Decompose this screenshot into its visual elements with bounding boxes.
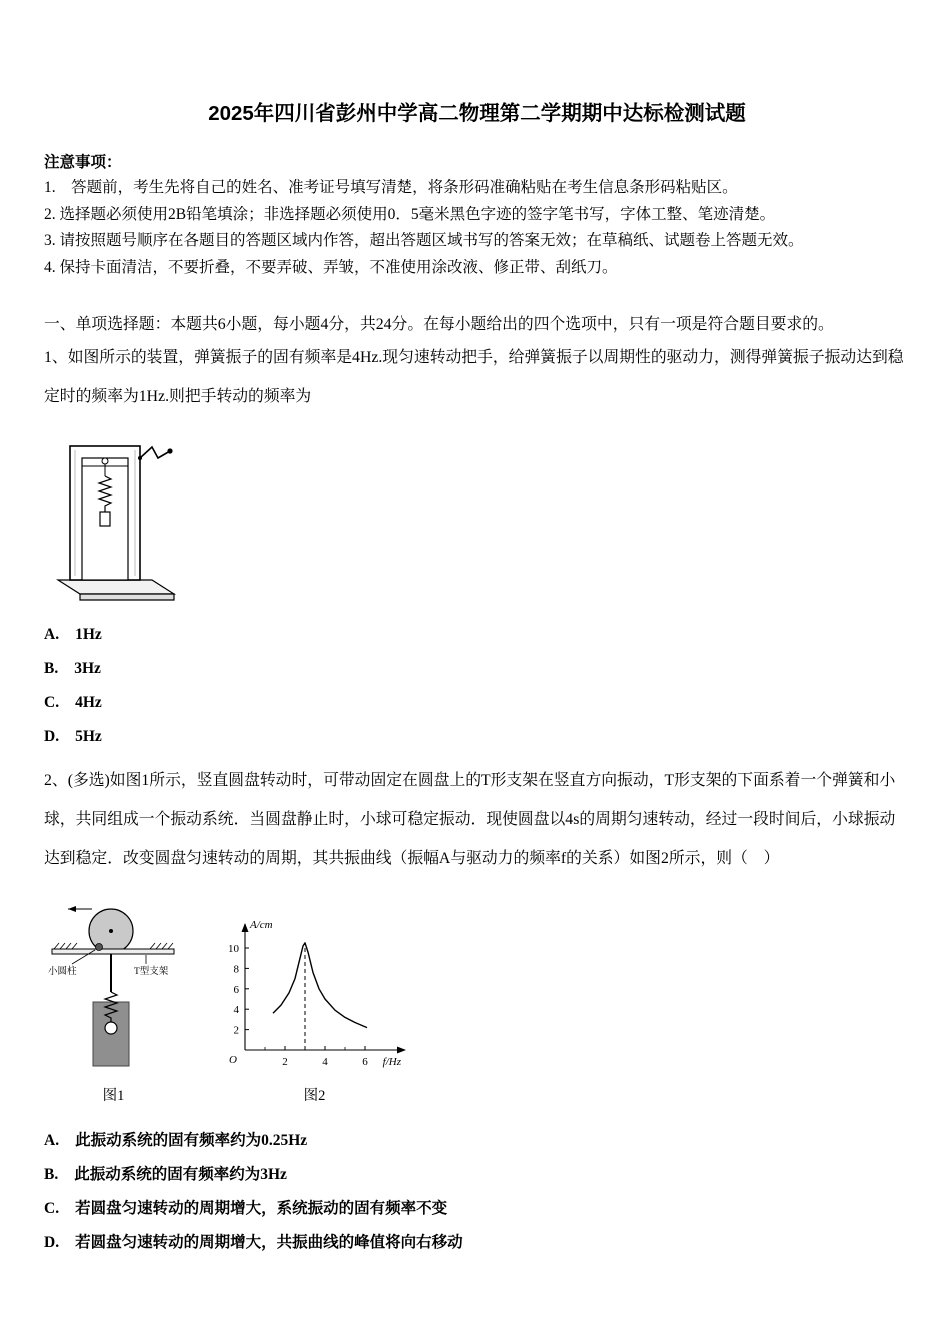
t-bracket-label: T型支架: [134, 967, 169, 977]
q2-figures: [46, 902, 910, 1105]
q1-device-figure: [54, 430, 910, 611]
option-text: 此振动系统的固有频率约为0.25Hz: [75, 1132, 308, 1149]
svg-text:6: 6: [233, 983, 239, 996]
figure2-caption: 图2: [303, 1088, 326, 1104]
notice-item: 1. 答题前，考生先将自己的姓名、准考证号填写清楚，将条形码准确粘贴在考生信息条形码粘贴区。: [44, 179, 738, 196]
notice-item: 2. 选择题必须使用2B铅笔填涂；非选择题必须使用0．5毫米黑色字迹的签字笔书写，字体工整、笔迹清楚。: [44, 205, 776, 223]
option-label: A.: [44, 626, 60, 643]
page-title: 2025年四川省彭州中学高二物理第二学期期中达标检测试题: [208, 102, 746, 125]
figure1-caption: 图1: [102, 1088, 125, 1104]
option-text: 5Hz: [75, 728, 102, 745]
q1-stem: 1、如图所示的装置，弹簧振子的固有频率是4Hz.现匀速转动把手，给弹簧振子以周期性的驱动力，测得弹簧振子振动达到稳定时的频率为1Hz.则把手转动的频率为: [44, 349, 904, 405]
notice-section: [44, 150, 910, 281]
q1-option-d: [44, 727, 910, 747]
option-label: B.: [44, 660, 59, 677]
q1-option-c: [44, 693, 910, 713]
q2-option-d: [44, 1233, 910, 1253]
option-label: A.: [44, 1132, 60, 1149]
svg-text:10: 10: [228, 943, 239, 955]
q2-options: [44, 1131, 910, 1253]
small-cylinder-label: 小圆柱: [48, 967, 77, 977]
notice-item: 3. 请按照题号顺序在各题目的答题区域内作答，超出答题区域书写的答案无效；在草稿纸、试题卷上答题无效。: [44, 232, 804, 249]
svg-text:6: 6: [362, 1056, 368, 1068]
svg-text:2: 2: [233, 1024, 239, 1037]
notice-heading: 注意事项：: [44, 154, 122, 171]
option-label: B.: [44, 1166, 59, 1183]
option-text: 此振动系统的固有频率约为3Hz: [74, 1166, 287, 1183]
q2-figure1: [46, 902, 181, 1105]
q1-option-a: [44, 625, 910, 645]
option-label: C.: [44, 694, 60, 711]
svg-text:4: 4: [233, 1004, 239, 1017]
q2-option-a: [44, 1131, 910, 1151]
q2-option-b: [44, 1165, 910, 1185]
option-text: 4Hz: [75, 694, 102, 711]
section1-heading: 一、单项选择题：本题共6小题，每小题4分，共24分。在每小题给出的四个选项中，只有一项是符合题目要求的。: [44, 316, 834, 333]
q2-figure2: [207, 912, 422, 1105]
option-text: 3Hz: [74, 660, 101, 677]
q2-stem: 2、(多选)如图1所示，竖直圆盘转动时，可带动固定在圆盘上的T形支架在竖直方向振动，T形支架的下面系着一个弹簧和小球，共同组成一个振动系统．当圆盘静止时，小球可稳定振动．现使圆盘以4s的周期匀速转动，经过一段时间后，小球振动达到稳定．改变圆盘匀速转动的周期，其共振曲线（振幅A与驱动力的频率f的关系）如图2所示，则（ ）: [44, 772, 896, 867]
option-text: 1Hz: [75, 626, 102, 643]
svg-text:2: 2: [282, 1056, 288, 1068]
crank-spring-device-illustration: [54, 430, 189, 606]
svg-text:f/Hz: f/Hz: [382, 1056, 401, 1068]
option-text: 若圆盘匀速转动的周期增大，系统振动的固有频率不变: [75, 1200, 448, 1217]
svg-text:O: O: [229, 1054, 237, 1066]
notice-item: 4. 保持卡面清洁，不要折叠，不要弄破、弄皱，不准使用涂改液、修正带、刮纸刀。: [44, 258, 618, 276]
q1-options: [44, 625, 910, 747]
option-label: D.: [44, 728, 60, 745]
q2-option-c: [44, 1199, 910, 1219]
option-text: 若圆盘匀速转动的周期增大，共振曲线的峰值将向右移动: [75, 1234, 463, 1251]
resonance-curve-chart: [207, 912, 422, 1080]
option-label: D.: [44, 1234, 60, 1251]
svg-text:8: 8: [233, 963, 239, 976]
q1-option-b: [44, 659, 910, 679]
option-label: C.: [44, 1200, 60, 1217]
disk-spring-system-illustration: [46, 902, 181, 1080]
svg-text:A/cm: A/cm: [250, 919, 273, 931]
svg-text:4: 4: [322, 1056, 328, 1068]
